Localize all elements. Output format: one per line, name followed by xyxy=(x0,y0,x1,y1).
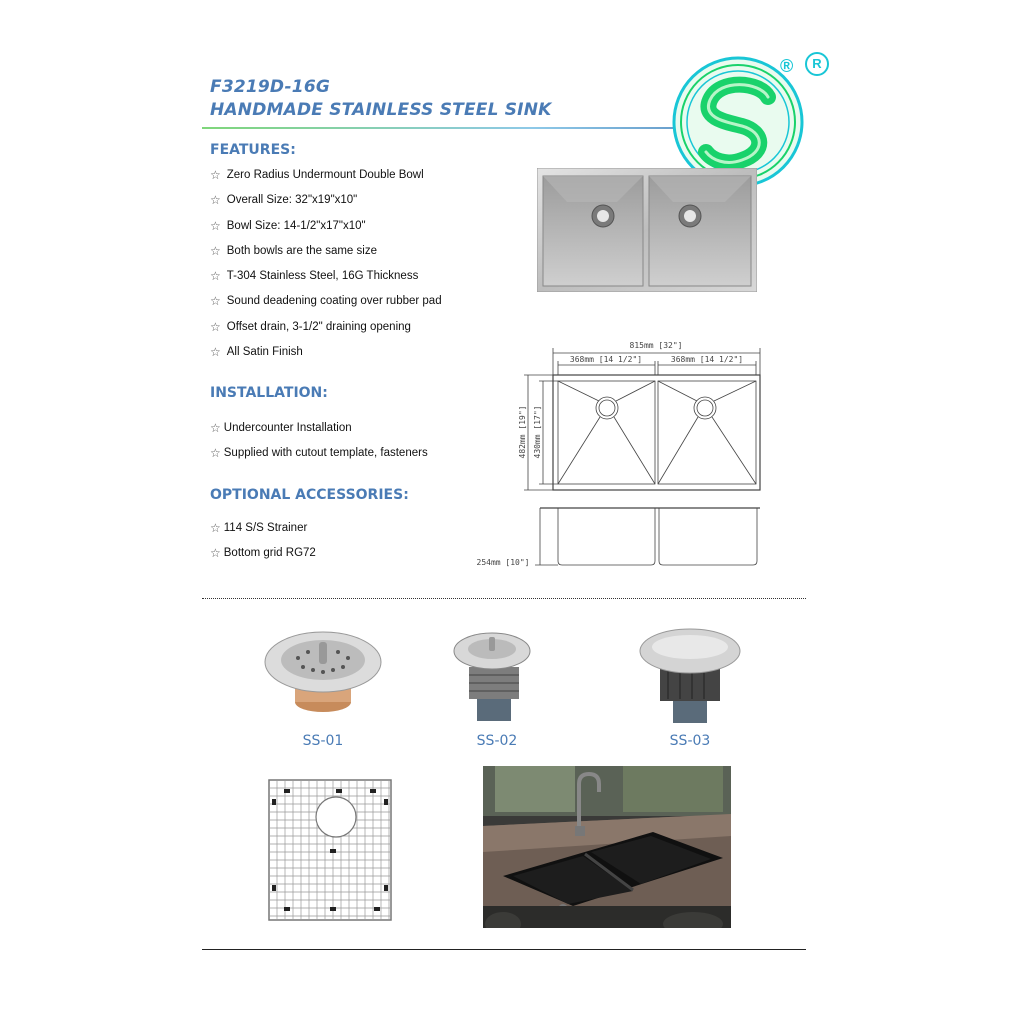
star-icon: ☆ xyxy=(210,446,221,460)
feature-item: ☆ T-304 Stainless Steel, 16G Thickness xyxy=(210,269,419,283)
strainer-ss03-image xyxy=(638,627,743,729)
feature-item: ☆ All Satin Finish xyxy=(210,345,303,359)
registered-mark: ® xyxy=(780,56,794,76)
section-divider xyxy=(202,598,806,599)
star-icon: ☆ xyxy=(210,168,221,182)
dim-height: 254mm [10"] xyxy=(476,558,530,567)
features-heading: FEATURES: xyxy=(210,142,296,158)
dim-overall-width: 815mm [32"] xyxy=(629,341,683,350)
star-icon: ☆ xyxy=(210,294,221,308)
star-icon: ☆ xyxy=(210,421,221,435)
accessories-heading: OPTIONAL ACCESSORIES: xyxy=(210,487,409,503)
top-view-drawing xyxy=(500,335,780,495)
dim-overall-depth: 482mm [19"] xyxy=(518,405,527,459)
accessory-item: ☆ 114 S/S Strainer xyxy=(210,521,308,535)
star-icon: ☆ xyxy=(210,244,221,258)
star-icon: ☆ xyxy=(210,521,221,535)
strainer-ss02-image xyxy=(447,625,537,730)
model-number: F3219D-16G xyxy=(210,77,331,97)
product-title: HANDMADE STAINLESS STEEL SINK xyxy=(210,100,552,120)
feature-item: ☆ Offset drain, 3-1/2" draining opening xyxy=(210,320,411,334)
star-icon: ☆ xyxy=(210,546,221,560)
star-icon: ☆ xyxy=(210,269,221,283)
caption-ss02: SS-02 xyxy=(476,733,518,749)
caption-ss03: SS-03 xyxy=(669,733,711,749)
star-icon: ☆ xyxy=(210,320,221,334)
registered-circle-icon: R xyxy=(805,52,829,76)
side-view-drawing xyxy=(465,503,765,573)
star-icon: ☆ xyxy=(210,193,221,207)
feature-item: ☆ Bowl Size: 14-1/2"x17"x10" xyxy=(210,219,366,233)
feature-item: ☆ Sound deadening coating over rubber pad xyxy=(210,294,442,308)
dim-bowl-width-left: 368mm [14 1/2"] xyxy=(569,355,643,364)
dim-bowl-depth: 430mm [17"] xyxy=(533,405,542,459)
star-icon: ☆ xyxy=(210,219,221,233)
caption-ss01: SS-01 xyxy=(302,733,344,749)
feature-item: ☆ Both bowls are the same size xyxy=(210,244,377,258)
installation-heading: INSTALLATION: xyxy=(210,385,328,401)
bottom-grid-image xyxy=(266,777,394,923)
installation-item: ☆ Supplied with cutout template, fasteners xyxy=(210,446,428,460)
star-icon: ☆ xyxy=(210,345,221,359)
sink-photo xyxy=(537,168,757,292)
strainer-ss01-image xyxy=(258,624,388,724)
accessory-item: ☆ Bottom grid RG72 xyxy=(210,546,316,560)
footer-rule xyxy=(202,949,806,950)
dim-bowl-width-right: 368mm [14 1/2"] xyxy=(670,355,744,364)
feature-item: ☆ Zero Radius Undermount Double Bowl xyxy=(210,168,424,182)
kitchen-photo xyxy=(483,766,731,928)
installation-item: ☆ Undercounter Installation xyxy=(210,421,352,435)
feature-item: ☆ Overall Size: 32"x19"x10" xyxy=(210,193,358,207)
